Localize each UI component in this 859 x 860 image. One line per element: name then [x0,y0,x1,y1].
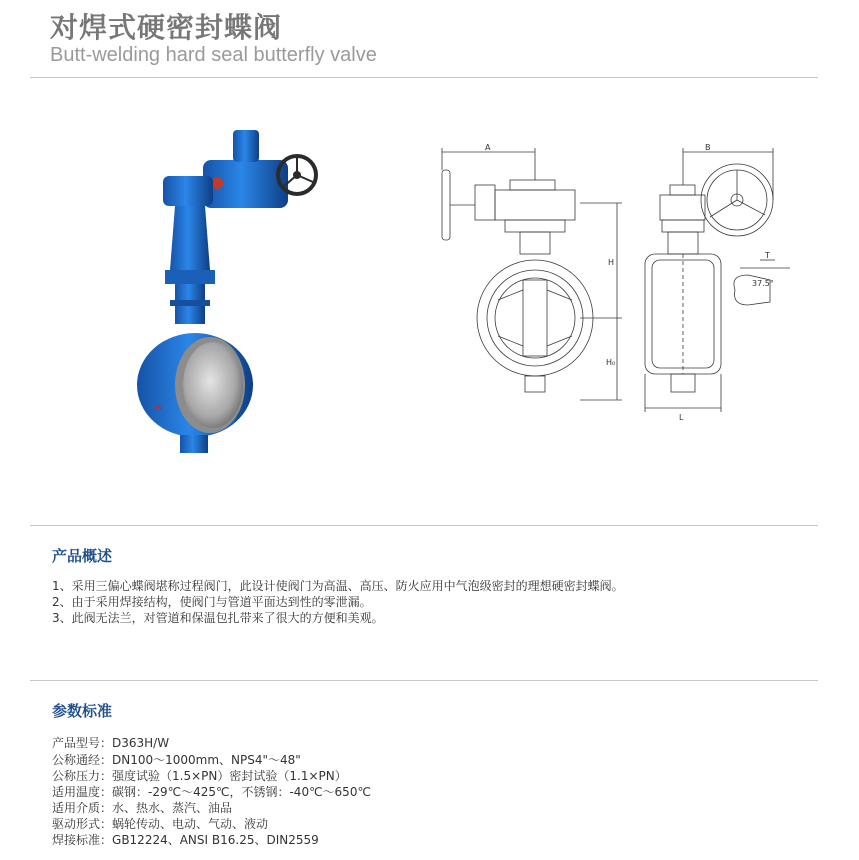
dim-h0-label: H₀ [606,358,616,367]
overview-item: 3、此阀无法兰，对管道和保温包扎带来了很大的方便和美观。 [52,611,384,625]
spec-row-medium [52,799,232,816]
dim-angle-label: 37.5° [752,279,774,288]
spec-label: 公称压力： [52,769,113,783]
spec-value: GB12224、ANSI B16.25、DIN2559 [112,833,319,847]
spec-label: 驱动形式： [52,817,113,831]
spec-label: 适用温度： [52,785,113,799]
spec-label: 公称通经： [52,753,113,767]
spec-value: 蜗轮传动、电动、气动、液动 [112,817,269,831]
spec-row-model [52,734,169,751]
top-divider [30,77,818,78]
specs-title: 参数标准 [52,702,113,720]
spec-label: 焊接标准： [52,833,113,847]
spec-value: 碳钢：-29℃～425℃，不锈钢：-40℃～650℃ [112,785,371,799]
spec-value: 水、热水、蒸汽、油品 [112,801,233,815]
spec-label: 产品型号： [52,736,113,750]
dimension-drawing [430,140,790,430]
spec-label: 适用介质： [52,801,113,815]
dim-l-label: L [679,413,684,422]
lower-divider [30,680,818,681]
dim-b-label: B [705,143,711,152]
spec-row-pressure [52,767,347,784]
valve-photo [125,120,330,460]
dim-t-label: T [765,251,770,260]
spec-value: DN100～1000mm、NPS4"～48" [112,753,301,767]
page-title: 对焊式硬密封蝶阀 [50,11,283,44]
spec-row-temperature [52,783,371,800]
overview-item: 2、由于采用焊接结构，使阀门与管道平面达到性的零泄漏。 [52,595,372,609]
spec-value: 强度试验（1.5×PN）密封试验（1.1×PN） [112,769,347,783]
spec-row-diameter [52,751,301,768]
overview-item: 1、采用三偏心蝶阀堪称过程阀门，此设计使阀门为高温、高压、防火应用中气泡级密封的理想硬密封蝶阀。 [52,579,624,593]
overview-title: 产品概述 [52,547,113,565]
dim-h-label: H [608,258,615,267]
spec-row-drive [52,815,268,832]
spec-value: D363H/W [112,736,170,750]
body-marking: DN [153,405,163,412]
middle-divider [30,525,818,526]
page-subtitle: Butt-welding hard seal butterfly valve [50,44,377,66]
dim-a-label: A [485,143,491,152]
spec-row-welding [52,831,319,848]
